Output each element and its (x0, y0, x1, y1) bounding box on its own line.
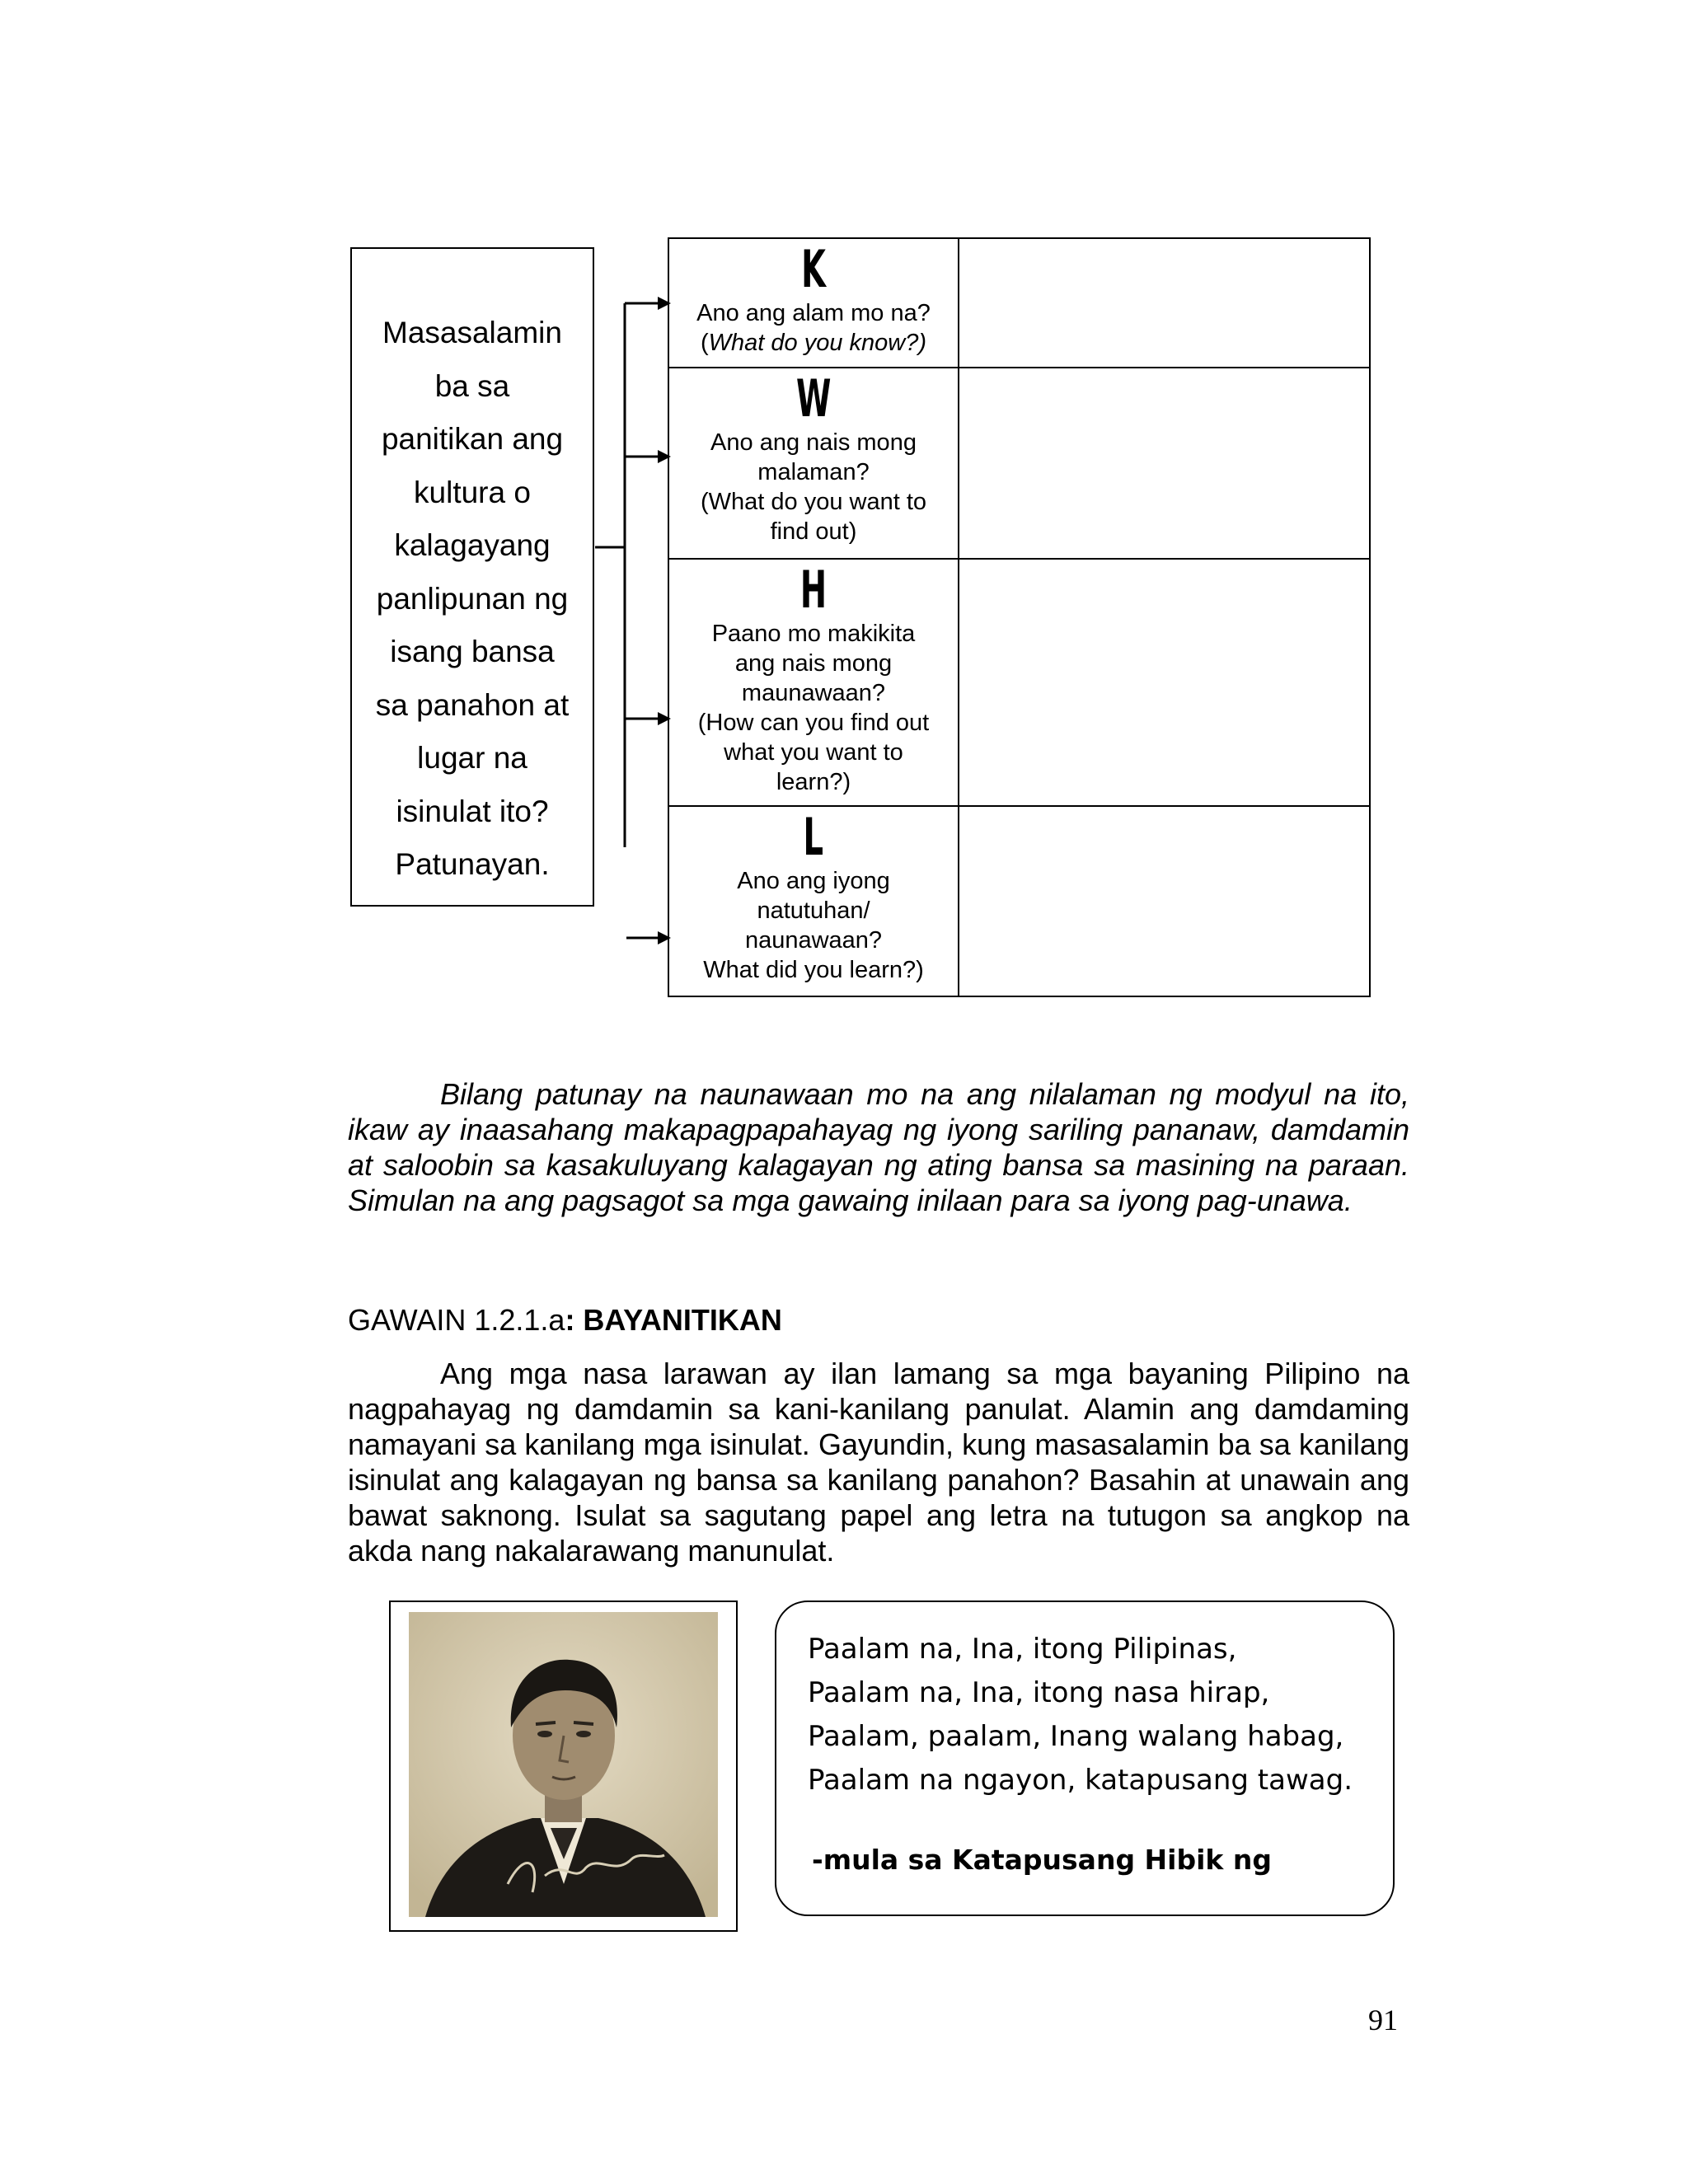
gawain-heading-prefix: GAWAIN 1.2.1.a (348, 1303, 565, 1337)
question-line: panitikan ang (381, 422, 564, 456)
question-line: Masasalamin (382, 316, 562, 349)
kwhl-letter-l: L (803, 807, 824, 867)
question-line: panlipunan ng (376, 581, 569, 616)
kwhl-answer-cell[interactable] (959, 806, 1370, 996)
gawain-paragraph-text: Ang mga nasa larawan ay ilan lamang sa mga bayaning Pilipino na nagpahayag ng damdamin sa kani-kanilang panulat. Alamin ang damdaming namayani sa kanilang mga isinulat. Gayundin, kung masasalamin ba sa kanilang isinulat ang kalagayan ng bansa sa kanilang panahon? Basahin at unawain ang bawat saknong. Isulat sa sagutang papel ang letra na tutugon sa angkop na akda nang nakalarawang manunulat. (348, 1357, 1409, 1568)
kwhl-letter-h: H (799, 560, 828, 620)
kwhl-letter-w: W (795, 368, 832, 429)
question-line: sa panahon at (375, 687, 570, 722)
kwhl-question: ang nais mong (734, 650, 893, 677)
kwhl-prompt-cell (668, 368, 959, 559)
connector-arrows (593, 297, 676, 956)
poem-line: Paalam na, Ina, itong nasa hirap, (808, 1676, 1270, 1709)
kwhl-letter-k: K (801, 239, 826, 299)
question-line: kultura o (414, 475, 531, 509)
kwhl-english: (What do you want to (700, 489, 927, 515)
kwhl-row-h (668, 559, 1370, 806)
question-line: lugar na (417, 741, 528, 775)
kwhl-question: Paano mo makikita (711, 621, 916, 647)
kwhl-row-w (668, 368, 1370, 559)
page-number: 91 (1368, 2004, 1398, 2036)
kwhl-english: (How can you find out (697, 710, 930, 736)
kwhl-answer-cell[interactable] (959, 238, 1370, 368)
kwhl-open-paren: ( (700, 330, 709, 356)
kwhl-answer-cell[interactable] (959, 368, 1370, 559)
kwhl-english: What did you learn?) (703, 957, 924, 983)
question-line: ba sa (434, 368, 510, 403)
kwhl-english: what you want to (724, 739, 903, 766)
kwhl-prompt-cell (668, 238, 959, 368)
gawain-heading-title: : BAYANITIKAN (565, 1303, 782, 1337)
kwhl-question: maunawaan? (741, 680, 886, 706)
kwhl-row-k (668, 238, 1370, 368)
poem-lines (808, 1628, 1385, 1802)
question-text (363, 307, 582, 892)
kwhl-question: Ano ang alam mo na? (696, 300, 931, 326)
gawain-heading (348, 1302, 782, 1338)
poem-line: Paalam na, Ina, itong Pilipinas, (808, 1633, 1237, 1666)
kwhl-row-l (668, 806, 1370, 996)
kwhl-table (668, 237, 1371, 997)
kwhl-english: What do you know?) (708, 330, 927, 356)
question-line: Patunayan. (395, 847, 550, 881)
kwhl-english: learn?) (776, 769, 851, 795)
kwhl-prompt-cell (668, 559, 959, 806)
kwhl-question: Ano ang iyong (737, 868, 890, 894)
poem-source: -mula sa Katapusang Hibik ng (812, 1844, 1272, 1876)
kwhl-question: natutuhan/ (757, 898, 870, 924)
intro-paragraph-text: Bilang patunay na naunawaan mo na ang nilalaman ng modyul na ito, ikaw ay inaasahang makapagpapahayag ng iyong sariling pananaw, damdamin at saloobin sa kasakuluyang kalagayan ng ating bansa sa masining na paraan. Simulan na ang pagsagot sa mga gawaing inilaan para sa iyong pag-unawa. (348, 1077, 1409, 1217)
kwhl-answer-cell[interactable] (959, 559, 1370, 806)
kwhl-question: malaman? (757, 459, 870, 485)
portrait-photo (409, 1612, 718, 1917)
kwhl-question: Ano ang nais mong (710, 429, 917, 456)
kwhl-prompt-cell (668, 806, 959, 996)
gawain-paragraph (348, 1356, 1409, 1568)
poem-line: Paalam, paalam, Inang walang habag, (808, 1720, 1344, 1753)
question-line: kalagayang (394, 528, 551, 562)
question-line: isinulat ito? (396, 794, 549, 828)
question-line: isang bansa (390, 635, 555, 668)
poem-line: Paalam na ngayon, katapusang tawag. (808, 1764, 1353, 1797)
intro-paragraph (348, 1076, 1409, 1218)
kwhl-english: find out) (770, 518, 857, 545)
kwhl-question: naunawaan? (744, 927, 883, 954)
